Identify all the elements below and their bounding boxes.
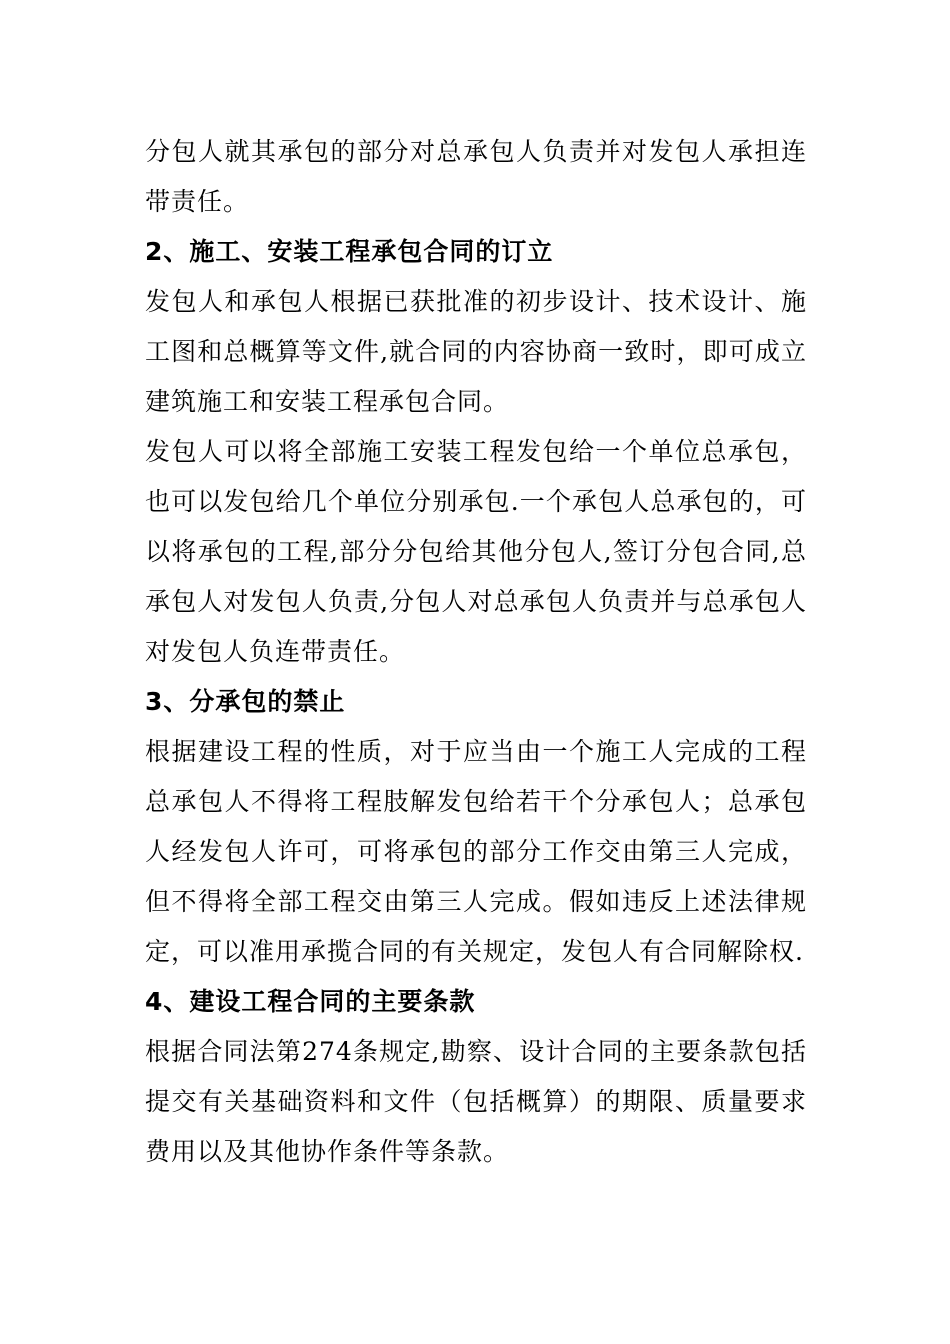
paragraph: 发包人和承包人根据已获批准的初步设计、技术设计、施工图和总概算等文件,就合同的内容协商一致时，即可成立建筑施工和安装工程承包合同。: [145, 287, 807, 416]
paragraph: 根据建设工程的性质，对于应当由一个施工人完成的工程总承包人不得将工程肢解发包给若干个分承包人；总承包人经发包人许可，可将承包的部分工作交由第三人完成，但不得将全部工程交由第三人完成。假如违反上述法律规定，可以准用承揽合同的有关规定，发包人有合同解除权.: [145, 737, 807, 966]
paragraph: 分包人就其承包的部分对总承包人负责并对发包人承担连带责任。: [145, 137, 807, 216]
document-body: [145, 127, 807, 1177]
paragraph: 发包人可以将全部施工安装工程发包给一个单位总承包，也可以发包给几个单位分别承包.一个承包人总承包的，可以将承包的工程,部分分包给其他分包人,签订分包合同,总承包人对发包人负责,分包人对总承包人负责并与总承包人对发包人负连带责任。: [145, 437, 807, 666]
section-heading: 2、施工、安装工程承包合同的订立: [145, 237, 554, 266]
section-heading: 4、建设工程合同的主要条款: [145, 987, 476, 1016]
section-heading: 3、分承包的禁止: [145, 687, 346, 716]
paragraph: 根据合同法第274条规定,勘察、设计合同的主要条款包括提交有关基础资料和文件（包括概算）的期限、质量要求费用以及其他协作条件等条款。: [145, 1037, 807, 1166]
